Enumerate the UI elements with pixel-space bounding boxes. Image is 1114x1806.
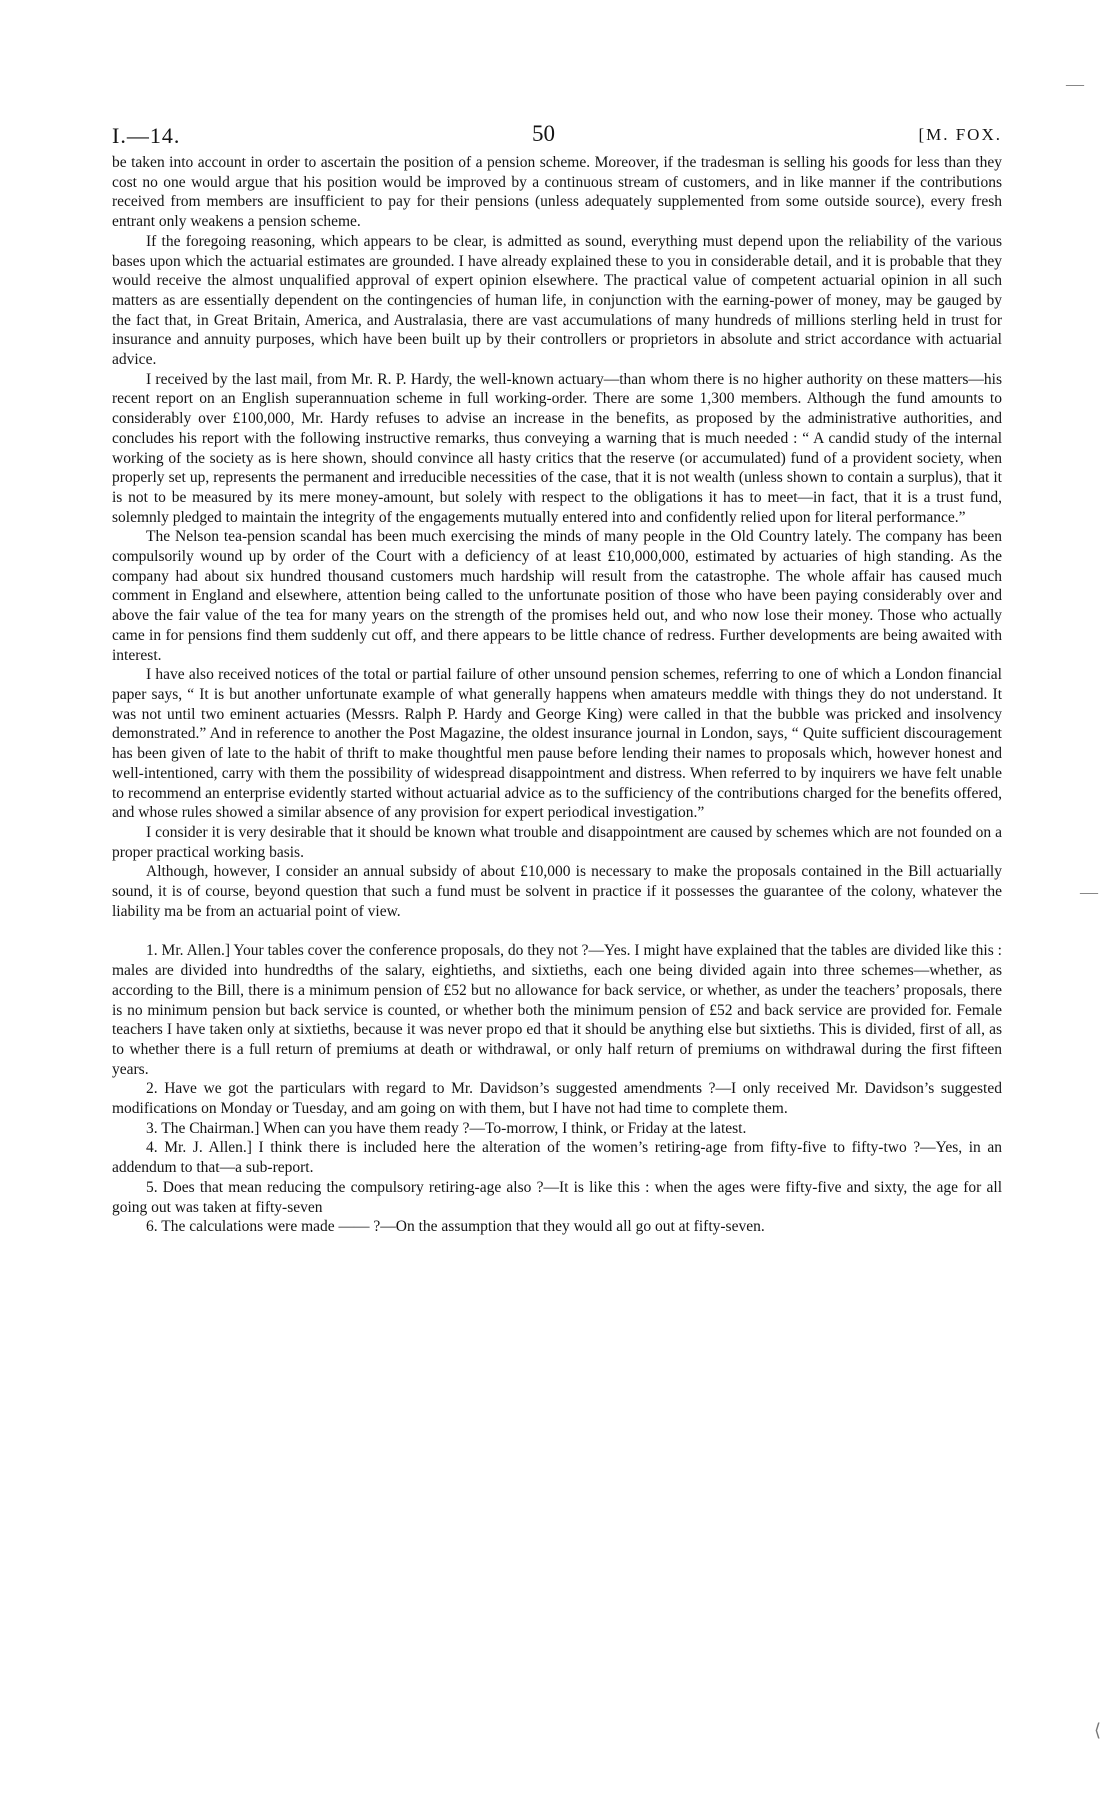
question-item: 5. Does that mean reducing the compulsory retiring-age also ?—It is like this : when the ages were fifty-five and sixty, the age for all going out was taken at fifty-seven bbox=[112, 1178, 1002, 1216]
page-header bbox=[112, 105, 1002, 153]
question-list bbox=[112, 941, 1002, 1237]
speaker-name: [M. FOX. bbox=[918, 125, 1002, 144]
scan-mark: — bbox=[1066, 74, 1084, 94]
paragraph-reasoning: If the foregoing reasoning, which appears to be clear, is admitted as sound, everything must depend upon the reliability of the various bases upon which the actuarial estimates are grounded. I have already explained these to you in considerable detail, and it is probable that they would receive the almost unqualified approval of expert opinion elsewhere. The practical value of competent actuarial opinion in all such matters as are essentially dependent on the contingencies of human life, in conjunction with the earning-power of money, may be gauged by the fact that, in Great Britain, America, and Australasia, there are vast accumulations of many hundreds of millions sterling held in trust for insurance and annuity purposes, which have been built up by their controllers or proprietors in absolute and strict accordance with actuarial advice. bbox=[112, 232, 1002, 369]
page bbox=[112, 105, 1002, 1237]
question-item: 6. The calculations were made —— ?—On the assumption that they would all go out at fifty-seven. bbox=[146, 1218, 765, 1236]
section-gap bbox=[112, 921, 1002, 941]
scan-mark: ⟨ bbox=[1094, 1720, 1102, 1740]
question-item: 1. Mr. Allen.] Your tables cover the conference proposals, do they not ?—Yes. I might have explained that the tables are divided like this : males are divided into hundredths of the salary, eightieths, and sixtieths, each one being divided again into three schemes—whether, as according to the Bill, there is a minimum pension of £52 but no allowance for back service, or whether, as under the teachers’ proposals, there is no minimum pension but back service is counted, or whether both the minimum pension of £52 and back service are provided for. Female teachers I have taken only at sixtieths, because it was never propo ed that it should be anything else but sixtieths. This is divided, first of all, as to whether there is a full return of premiums at death or withdrawal, or only half return of premiums on withdrawal during the first fifteen years. bbox=[112, 942, 1002, 1078]
paragraph-failures: I have also received notices of the total or partial failure of other unsound pension schemes, referring to one of which a London financial paper says, “ It is but another unfortunate example of what generally happens when amateurs meddle with things they do not understand. It was not until two eminent actuaries (Messrs. Ralph P. Hardy and George King) were called in that the bubble was pricked and insolvency demonstrated.” And in reference to another the Post Magazine, the oldest insurance journal in London, says, “ Quite sufficient discouragement has been given of late to the habit of thrift to make thoughtful men pause before lending their names to proposals which, however honest and well-intentioned, carry with them the possibility of widespread disappointment and distress. When referred to by inquirers we have felt unable to recommend an enterprise evidently started without actuarial advice as to the sufficiency of the contributions charged for the benefits offered, and whose rules showed a similar absence of any provision for expert periodical investigation.” bbox=[112, 666, 1002, 822]
paragraph-subsidy: Although, however, I consider an annual subsidy of about £10,000 is necessary to make the proposals contained in the Bill actuarially sound, it is of course, beyond question that such a fund must be solvent in practice if it possesses the guarantee of the colony, whatever the liability ma be from an actuarial point of view. bbox=[112, 863, 1002, 920]
body-text bbox=[112, 153, 1002, 1237]
paragraph-nelson-scandal: The Nelson tea-pension scandal has been much exercising the minds of many people in the Old Country lately. The company has been compulsorily wound up by order of the Court with a deficiency of at least £10,000,000, estimated by actuaries of high standing. As the company had about six hundred thousand customers much hardship will result from the catastrophe. The whole affair has caused much comment in England and elsewhere, attention being called to the unfortunate position of those who have been paying considerably over and above the fair value of the tea for many years on the strength of the promises held out, and who now lose their money. Those who actually came in for pensions find them suddenly cut off, and there appears to be little chance of redress. Further developments are being awaited with interest. bbox=[112, 528, 1002, 664]
paragraph-hardy-report: I received by the last mail, from Mr. R. P. Hardy, the well-known actuary—than whom there is no higher authority on these matters—his recent report on an English superannuation scheme in full working-order. There are some 1,300 members. Although the fund amounts to considerably over £100,000, Mr. Hardy refuses to advise an increase in the benefits, as proposed by the administrative authorities, and concludes his report with the following instructive remarks, thus conveying a warning that is much needed : “ A candid study of the internal working of the society as is here shown, should convince all hasty critics that the reserve (or accumulated) fund of a provident society, when properly set up, represents the permanent and irreducible necessities of the case, that it is not wealth (unless shown to contain a surplus), that it is not to be measured by its mere money-amount, but solely with respect to the obligations it has to meet—in fact, that it is a trust fund, solemnly pledged to maintain the integrity of the engagements mutually entered into and confidently relied upon for literal performance.” bbox=[112, 370, 1002, 526]
page-number: 50 bbox=[532, 121, 555, 146]
paragraph-continued: be taken into account in order to ascertain the position of a pension scheme. Moreover, if the tradesman is selling his goods for less than they cost no one would argue that his position would be improved by a continuous stream of customers, and in like manner if the contributions received from members are insufficient to pay for their pensions (unless adequately supplemented from some outside source), every fresh entrant only weakens a pension scheme. bbox=[112, 154, 1002, 231]
scan-mark: — bbox=[1080, 882, 1098, 902]
document-reference: I.—14. bbox=[112, 123, 181, 148]
question-item: 3. The Chairman.] When can you have them ready ?—To-morrow, I think, or Friday at the latest. bbox=[146, 1119, 747, 1137]
question-item: 4. Mr. J. Allen.] I think there is included here the alteration of the women’s retiring-age from fifty-five to fifty-two ?—Yes, in an addendum to that—a sub-report. bbox=[112, 1139, 1002, 1177]
question-item: 2. Have we got the particulars with regard to Mr. Davidson’s suggested amendments ?—I only received Mr. Davidson’s suggested modifications on Monday or Tuesday, and am going on with them, but I have not had time to complete them. bbox=[112, 1080, 1002, 1118]
paragraph-desirable: I consider it is very desirable that it should be known what trouble and disappointment are caused by schemes which are not founded on a proper practical working basis. bbox=[112, 823, 1002, 861]
